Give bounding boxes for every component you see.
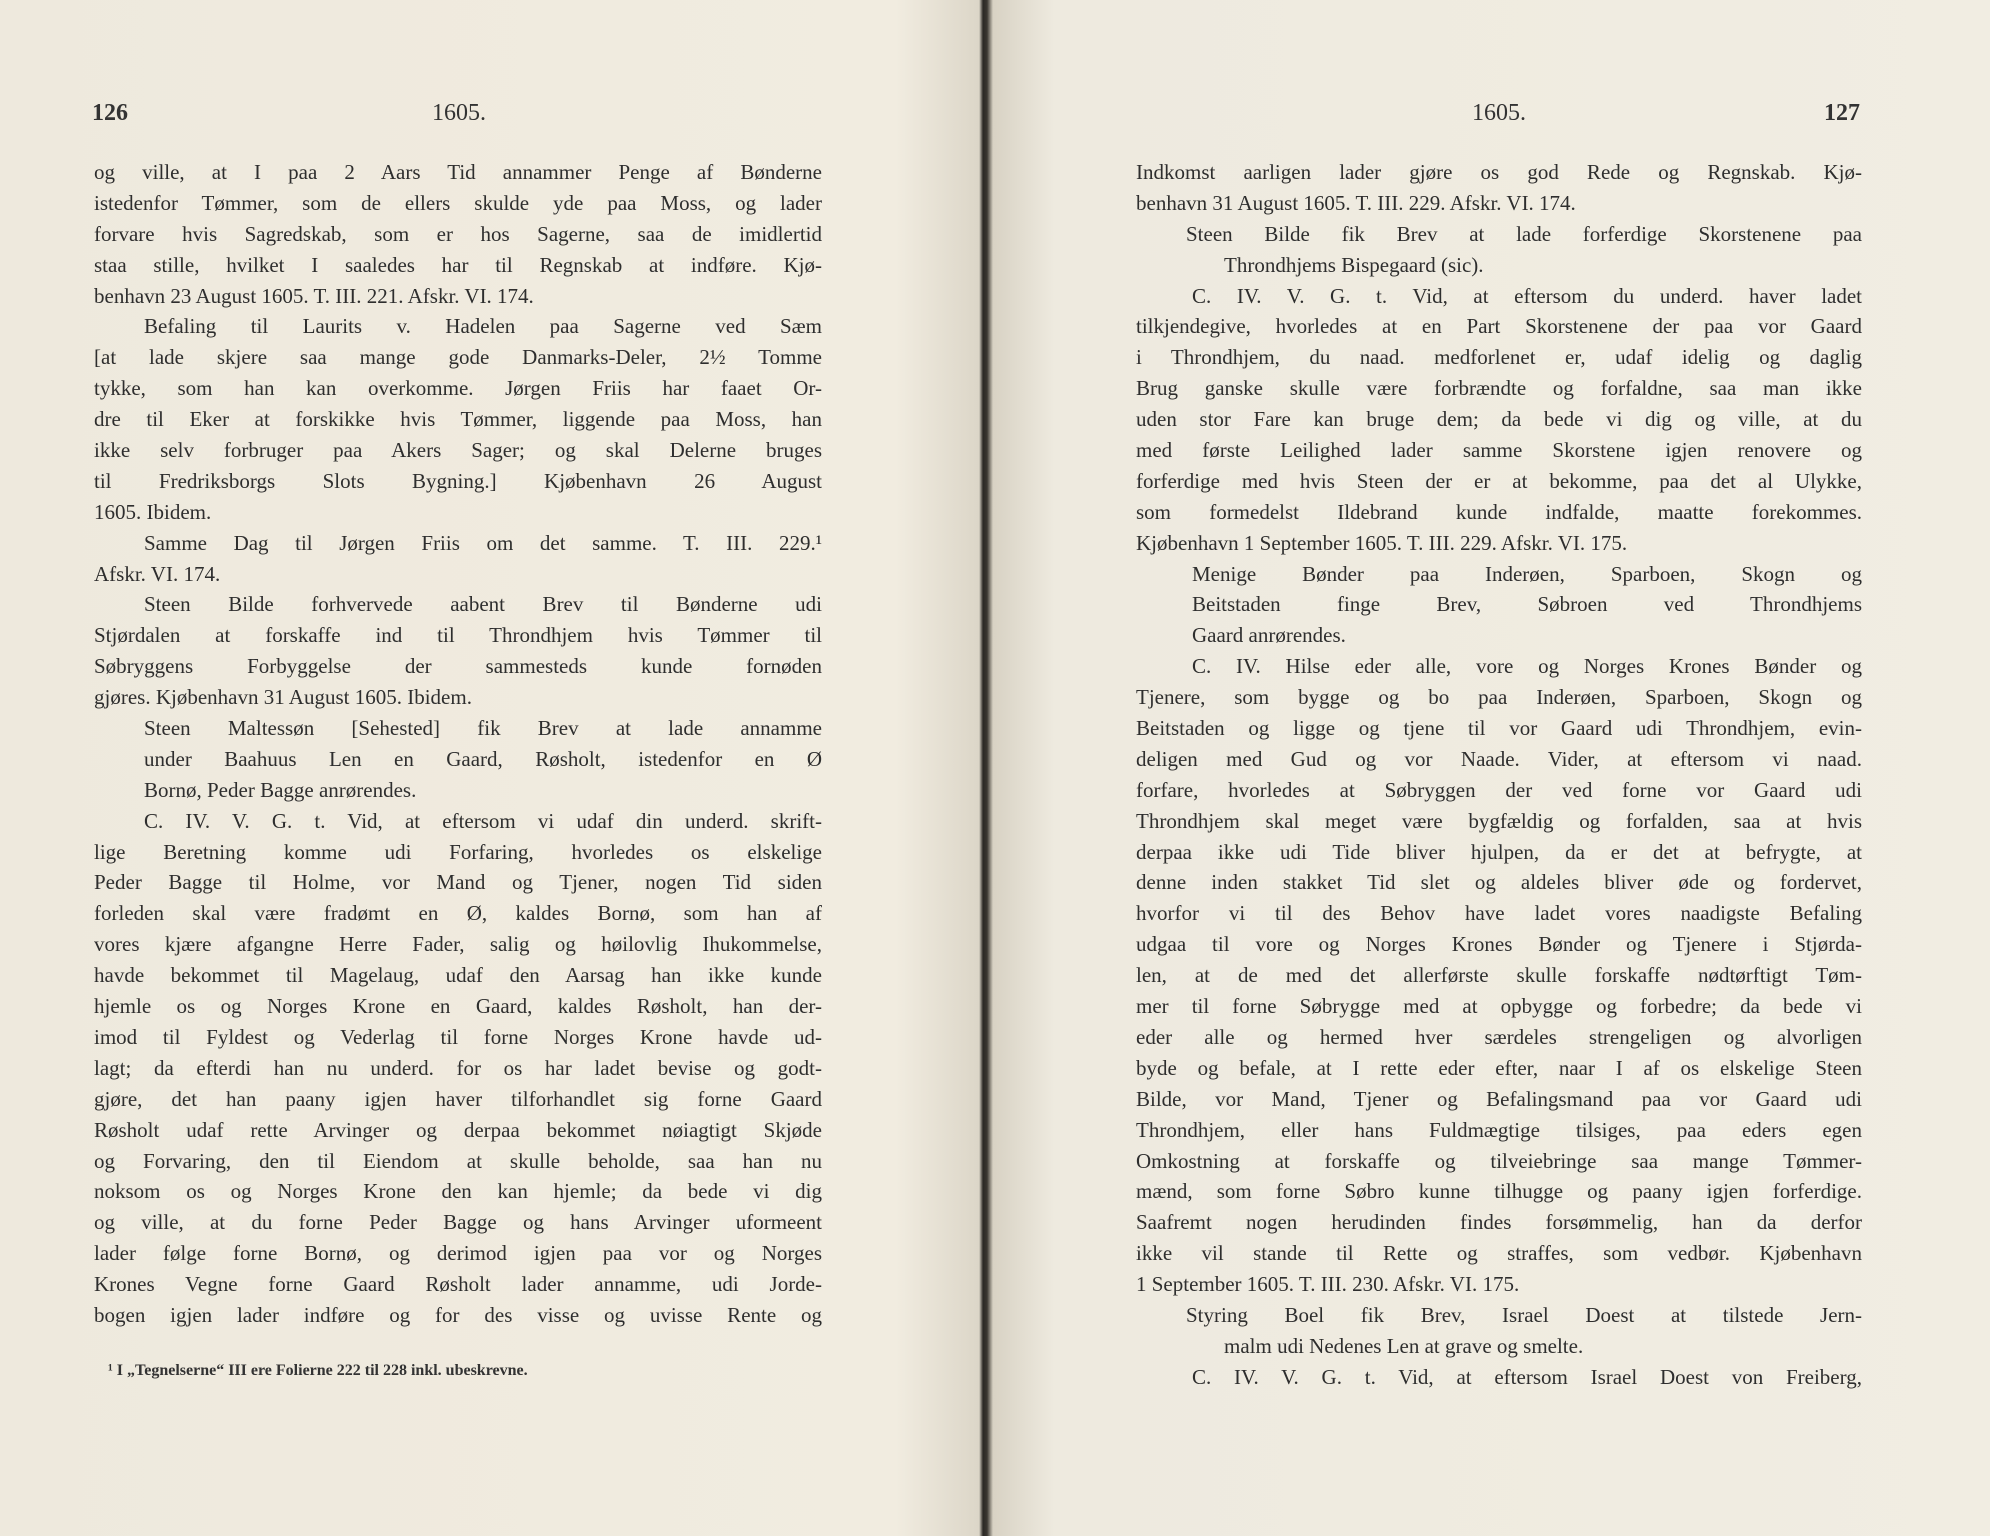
text-line: benhavn 31 August 1605. T. III. 229. Afskr. VI. 174. [1136,190,1576,215]
text-line: Menige Bønder paa Inderøen, Sparboen, Skogn og [1192,561,1862,586]
text-line: C. IV. V. G. t. Vid, at eftersom vi udaf din underd. skrift- [144,808,822,833]
text-line: uden stor Fare kan bruge dem; da bede vi dig og ville, at du [1136,407,1862,432]
text-line: tykke, som han kan overkomme. Jørgen Friis har faaet Or- [94,376,822,401]
text-line: staa stille, hvilket I saaledes har til Regnskab at indføre. Kjø- [94,252,822,277]
text-line: byde og befale, at I rette eder efter, naar I af os elskelige Steen [1136,1055,1862,1080]
text-line: Peder Bagge til Holme, vor Mand og Tjener, nogen Tid siden [94,870,822,895]
text-line: imod til Fyldest og Vederlag til forne Norges Krone havde ud- [94,1024,822,1049]
text-line: Saafremt nogen herudinden findes forsømmelig, han da derfor [1136,1210,1862,1235]
text-line: benhavn 23 August 1605. T. III. 221. Afskr. VI. 174. [94,283,534,308]
text-line: dre til Eker at forskikke hvis Tømmer, liggende paa Moss, han [94,407,822,432]
text-line: 1 September 1605. T. III. 230. Afskr. VI. 175. [1136,1272,1520,1297]
text-line: lader følge forne Bornø, og derimod igjen paa vor og Norges [94,1241,822,1266]
text-line: hjemle os og Norges Krone en Gaard, kaldes Røsholt, han der- [94,994,822,1019]
text-line: gjøre, det han paany igjen haver tilforhandlet sig forne Gaard [94,1086,822,1111]
text-line: Afskr. VI. 174. [94,561,221,586]
text-line: gjøres. Kjøbenhavn 31 August 1605. Ibidem. [94,685,472,710]
text-line: C. IV. V. G. t. Vid, at eftersom Israel Doest von Freiberg, [1192,1364,1862,1389]
text-line: forferdige med hvis Steen der er at bekomme, paa det al Ulykke, [1136,468,1862,493]
text-line: Omkostning at forskaffe og tilveiebringe saa mange Tømmer- [1136,1148,1862,1173]
text-line: forvare hvis Sagredskab, som er hos Sagerne, saa de imidlertid [94,221,822,246]
text-line: lige Beretning komme udi Forfaring, hvorledes os elskelige [94,839,822,864]
text-line: Beitstaden og ligge og tjene til vor Gaard udi Throndhjem, evin- [1136,716,1862,741]
text-line: denne inden stakket Tid slet og aldeles bliver øde og fordervet, [1136,870,1862,895]
year-header: 1605. [432,100,486,126]
page-number: 127 [1824,100,1860,126]
text-line: Throndhjem, eller hans Fuldmægtige tilsiges, paa eders egen [1136,1117,1862,1142]
text-line: vores kjære afgangne Herre Fader, salig og høilovlig Ihukommelse, [94,932,822,957]
text-line: Steen Bilde forhvervede aabent Brev til Bønderne udi [144,592,822,617]
footnote: ¹ I „Tegnelserne“ III ere Folierne 222 til 228 inkl. ubeskrevne. [108,1362,528,1379]
text-line: og Forvaring, den til Eiendom at skulle beholde, saa han nu [94,1148,822,1173]
page-number: 126 [92,100,128,126]
text-line: Throndhjem skal meget være bygfældig og forfalden, saa at hvis [1136,808,1862,833]
text-line: eder alle og hermed hver særdeles strengeligen og alvorligen [1136,1024,1862,1049]
text-line: havde bekommet til Magelaug, udaf den Aarsag han ikke kunde [94,963,822,988]
text-line: Bornø, Peder Bagge anrørendes. [144,777,417,802]
text-line: Tjenere, som bygge og bo paa Inderøen, Sparboen, Skogn og [1136,685,1862,710]
text-line: forfare, hvorledes at Søbryggen der ved forne vor Gaard udi [1136,777,1862,802]
text-line: Kjøbenhavn 1 September 1605. T. III. 229. Afskr. VI. 175. [1136,530,1628,555]
text-line: Indkomst aarligen lader gjøre os god Rede og Regnskab. Kjø- [1136,160,1862,184]
text-line: i Throndhjem, du naad. medforlenet er, udaf idelig og daglig [1136,345,1862,370]
page-body-text [94,157,822,1331]
text-line: bogen igjen lader indføre og for des visse og uvisse Rente og [94,1302,822,1327]
text-line: som formedelst Ildebrand kunde indfalde, maatte forekommes. [1136,499,1862,524]
text-line: 1605. Ibidem. [94,499,212,524]
right-page [990,0,1990,1536]
text-line: under Baahuus Len en Gaard, Røsholt, istedenfor en Ø [144,746,822,771]
text-line: Røsholt udaf rette Arvinger og derpaa bekommet nøiagtigt Skjøde [94,1117,822,1142]
year-header: 1605. [1472,100,1526,126]
text-line: ikke selv forbruger paa Akers Sager; og skal Delerne bruges [94,438,822,463]
page-body-text [1136,157,1862,1393]
text-line: Steen Maltessøn [Sehested] fik Brev at lade annamme [144,716,822,741]
text-line: Krones Vegne forne Gaard Røsholt lader annamme, udi Jorde- [94,1272,822,1297]
text-line: malm udi Nedenes Len at grave og smelte. [1224,1333,1584,1358]
text-line: lagt; da efterdi han nu underd. for os har ladet bevise og godt- [94,1055,822,1080]
text-line: ikke vil stande til Rette og straffes, som vedbør. Kjøbenhavn [1136,1241,1862,1266]
text-line: Steen Bilde fik Brev at lade forferdige Skorstenene paa [1186,221,1862,246]
text-line: C. IV. Hilse eder alle, vore og Norges Krones Bønder og [1192,654,1862,679]
text-line: Throndhjems Bispegaard (sic). [1224,252,1484,277]
text-line: Styring Boel fik Brev, Israel Doest at tilstede Jern- [1186,1302,1862,1327]
text-line: Stjørdalen at forskaffe ind til Throndhjem hvis Tømmer til [94,623,822,648]
text-line: og ville, at I paa 2 Aars Tid annammer Penge af Bønderne [94,160,822,184]
text-line: til Fredriksborgs Slots Bygning.] Kjøbenhavn 26 August [94,468,822,493]
text-line: C. IV. V. G. t. Vid, at eftersom du underd. haver ladet [1192,283,1862,308]
text-line: mer til forne Søbrygge med at opbygge og forbedre; da bede vi [1136,994,1862,1019]
text-line: deligen med Gud og vor Naade. Vider, at eftersom vi naad. [1136,746,1862,771]
text-line: Brug ganske skulle være forbrændte og forfaldne, saa man ikke [1136,376,1862,401]
text-line: hvorfor vi til des Behov have ladet vores naadigste Befaling [1136,901,1862,926]
text-line: og ville, at du forne Peder Bagge og hans Arvinger uformeent [94,1210,822,1235]
left-page [0,0,982,1536]
text-line: len, at de med det allerførste skulle forskaffe nødtørftigt Tøm- [1136,963,1862,988]
text-line: med første Leilighed lader samme Skorstene igjen renovere og [1136,438,1862,463]
text-line: [at lade skjere saa mange gode Danmarks-Deler, 2½ Tomme [94,345,822,370]
text-line: noksom os og Norges Krone den kan hjemle; da bede vi dig [94,1179,822,1204]
text-line: derpaa ikke udi Tide bliver hjulpen, da er det at befrygte, at [1136,839,1862,864]
text-line: mænd, som forne Søbro kunne tilhugge og paany igjen forferdige. [1136,1179,1862,1204]
text-line: tilkjendegive, hvorledes at en Part Skorstenene der paa vor Gaard [1136,314,1862,339]
text-line: Beitstaden finge Brev, Søbroen ved Throndhjems [1192,592,1862,617]
text-line: Bilde, vor Mand, Tjener og Befalingsmand paa vor Gaard udi [1136,1086,1862,1111]
text-line: Befaling til Laurits v. Hadelen paa Sagerne ved Sæm [144,314,822,339]
text-line: Gaard anrørendes. [1192,623,1346,648]
text-line: udgaa til vore og Norges Krones Bønder og Tjenere i Stjørda- [1136,932,1862,957]
text-line: forleden skal være fradømt en Ø, kaldes Bornø, som han af [94,901,822,926]
text-line: Samme Dag til Jørgen Friis om det samme. T. III. 229.¹ [144,530,822,555]
text-line: Søbryggens Forbyggelse der sammesteds kunde fornøden [94,654,822,679]
text-line: istedenfor Tømmer, som de ellers skulde yde paa Moss, og lader [94,190,822,215]
